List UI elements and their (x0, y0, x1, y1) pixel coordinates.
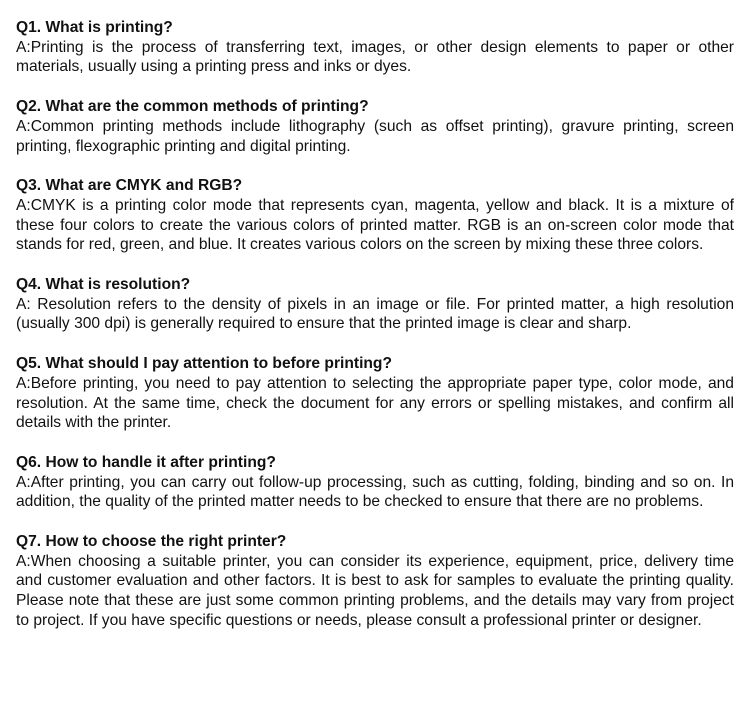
faq-question: Q5. What should I pay attention to before printing? (16, 355, 392, 373)
faq-item-q7 (16, 532, 734, 631)
faq-item-q4 (16, 275, 734, 334)
faq-answer: A:Before printing, you need to pay attention to selecting the appropriate paper type, color mode, and resolution. At the same time, check the document for any errors or spelling mistakes, and confirm all details with the printer. (16, 374, 734, 432)
faq-item-q3 (16, 176, 734, 255)
faq-list (16, 18, 734, 651)
faq-question: Q6. How to handle it after printing? (16, 453, 276, 471)
faq-question: Q2. What are the common methods of printing? (16, 98, 369, 116)
faq-question: Q1. What is printing? (16, 19, 173, 36)
faq-item-q5 (16, 354, 734, 433)
faq-item-q2 (16, 97, 734, 156)
faq-answer: A:When choosing a suitable printer, you can consider its experience, equipment, price, delivery time and customer evaluation and other factors. It is best to ask for samples to evaluate the printing quality. Please note that these are just some common printing problems, and the details may vary from project to project. If you have specific questions or needs, please consult a professional printer or designer. (16, 552, 734, 629)
faq-answer: A:After printing, you can carry out follow-up processing, such as cutting, folding, binding and so on. In addition, the quality of the printed matter needs to be checked to ensure that there are no problems. (16, 473, 734, 511)
faq-question: Q4. What is resolution? (16, 276, 191, 294)
faq-question: Q3. What are CMYK and RGB? (16, 177, 243, 195)
faq-question: Q7. How to choose the right printer? (16, 533, 287, 551)
faq-answer: A:CMYK is a printing color mode that represents cyan, magenta, yellow and black. It is a mixture of these four colors to create the various colors of printed matter. RGB is an on-screen color mode that stands for red, green, and blue. It creates various colors on the screen by mixing these three colors. (16, 196, 734, 254)
faq-answer: A:Common printing methods include lithography (such as offset printing), gravure printing, screen printing, flexographic printing and digital printing. (16, 117, 734, 155)
faq-item-q1 (16, 18, 734, 77)
faq-item-q6 (16, 453, 734, 512)
faq-answer: A:Printing is the process of transferring text, images, or other design elements to paper or other materials, usually using a printing press and inks or dyes. (16, 38, 734, 76)
faq-answer: A: Resolution refers to the density of pixels in an image or file. For printed matter, a high resolution (usually 300 dpi) is generally required to ensure that the printed image is clear and sharp. (16, 295, 734, 333)
